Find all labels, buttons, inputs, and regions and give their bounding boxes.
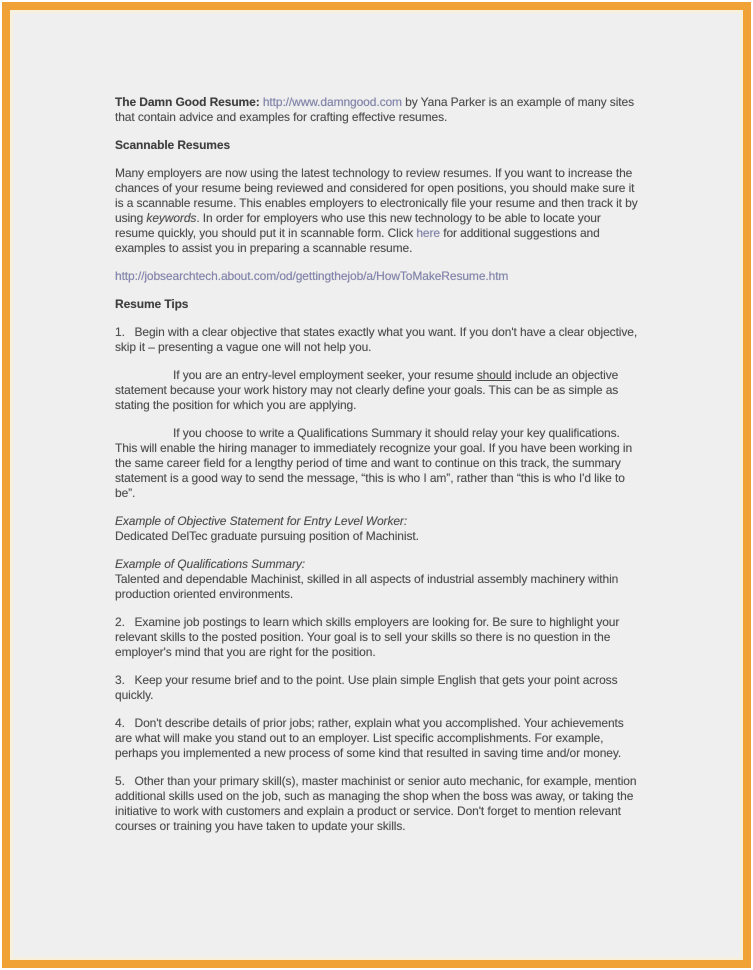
tip-2: 2. Examine job postings to learn which skills employers are looking for. Be sure to highlight your relevant skills to the posted position. Your goal is to sell your skills so there is no question in the employer's mind that you are right for the position. bbox=[115, 615, 620, 659]
example-objective-block bbox=[115, 514, 640, 544]
damngood-link[interactable]: http://www.damngood.com bbox=[262, 95, 402, 109]
tip-1-qualifications-note: If you choose to write a Qualifications Summary it should relay your key qualifications. This will enable the hiring manager to immediately recognize your goal. If you have been working in the same career field for a lengthy period of time and want to continue on this track, the summary statement is a good way to send the message, “this is who I am”, rather than “this is who I'd like to be”. bbox=[115, 426, 633, 500]
scannable-text-1: Many employers are now using the latest technology to review resumes. If you want to increase the chances of your resume being reviewed and considered for open positions, you should make sure it is a scannable resume. This enables employers to electronically file your resume and then track it by using bbox=[115, 166, 638, 225]
intro-title: The Damn Good Resume: bbox=[115, 95, 263, 109]
example-summary-text: Talented and dependable Machinist, skilled in all aspects of industrial assembly machinery within production oriented environments. bbox=[115, 572, 619, 601]
intro-paragraph bbox=[115, 95, 640, 125]
scannable-text-2: . In order for employers who use this new technology to be able to locate your resume quickly, you should put it in scannable form. Click bbox=[115, 211, 601, 240]
tip-3: 3. Keep your resume brief and to the point. Use plain simple English that gets your point across quickly. bbox=[115, 673, 618, 702]
scannable-resumes-heading: Scannable Resumes bbox=[115, 138, 231, 152]
tip-1: 1. Begin with a clear objective that states exactly what you want. If you don't have a clear objective, skip it – presenting a vague one will not help you. bbox=[115, 325, 638, 354]
example-summary-block bbox=[115, 557, 640, 602]
frame-orange-border bbox=[2, 2, 751, 968]
keywords-italic: keywords bbox=[146, 211, 197, 225]
howtomakeresume-url-line bbox=[115, 269, 640, 284]
here-link[interactable]: here bbox=[416, 226, 440, 240]
document-page bbox=[13, 13, 740, 957]
jobsearchtech-link[interactable]: http://jobsearchtech.about.com/od/gettingthejob/a/HowToMakeResume.htm bbox=[115, 269, 509, 283]
tip-5: 5. Other than your primary skill(s), master machinist or senior auto mechanic, for example, mention additional skills used on the job, such as managing the shop when the boss was away, or taking the initiative to work with customers and explain a product or service. Don't forget to mention relevant courses or training you have taken to update your skills. bbox=[115, 774, 637, 833]
entry-text-1: If you are an entry-level employment seeker, your resume bbox=[173, 368, 477, 382]
example-summary-label: Example of Qualifications Summary: bbox=[115, 557, 306, 571]
resume-tips-heading: Resume Tips bbox=[115, 297, 189, 311]
scannable-text-3: for additional suggestions and examples to assist you in preparing a scannable resume. bbox=[115, 226, 600, 255]
entry-text-2: include an objective statement because your work history may not clearly define your goals. This can be as simple as stating the position for which you are applying. bbox=[115, 368, 619, 412]
intro-rest: by Yana Parker is an example of many sites that contain advice and examples for crafting effective resumes. bbox=[115, 95, 634, 124]
tip-1-objective-note bbox=[115, 368, 640, 413]
scannable-paragraph bbox=[115, 166, 640, 256]
example-objective-label: Example of Objective Statement for Entry Level Worker: bbox=[115, 514, 408, 528]
should-underlined: should bbox=[476, 368, 512, 382]
example-objective-text: Dedicated DelTec graduate pursuing position of Machinist. bbox=[115, 529, 419, 543]
tip-4: 4. Don't describe details of prior jobs; rather, explain what you accomplished. Your achievements are what will make you stand out to an employer. List specific accomplishments. For example, perhaps you implemented a new process of some kind that resulted in saving time and/or money. bbox=[115, 716, 624, 760]
frame-inner-edge bbox=[10, 10, 743, 960]
